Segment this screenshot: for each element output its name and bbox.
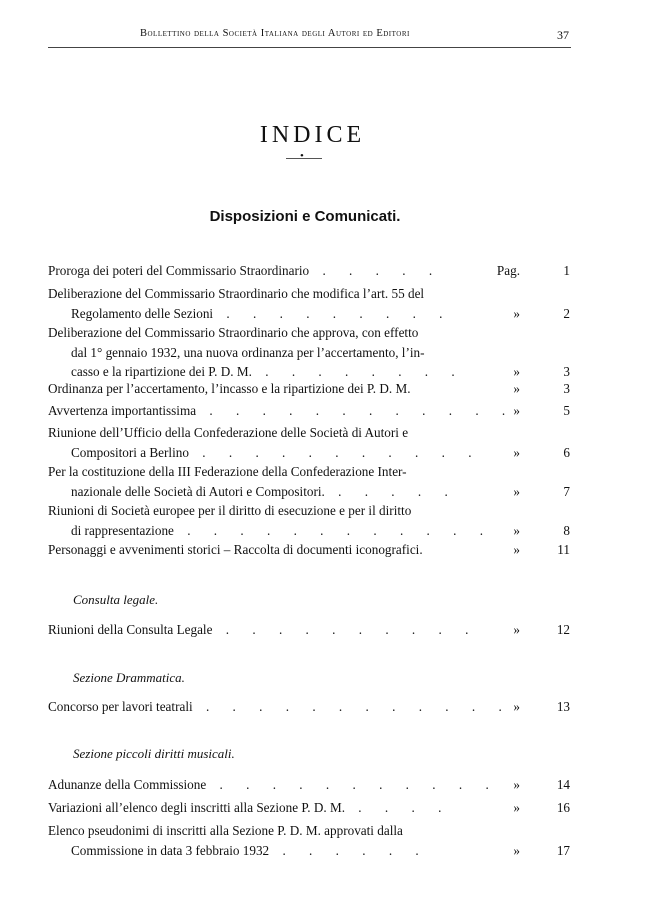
toc-entry[interactable]: Variazioni all’elenco degli inscritti alla Sezione P. D. M. . . . . » 16 — [48, 798, 570, 818]
page-num: 11 — [557, 542, 570, 557]
subsection-title: Sezione Drammatica. — [73, 670, 185, 685]
entry-text: dal 1° gennaio 1932, una nuova ordinanza per l’accertamento, l’in- — [71, 344, 425, 360]
page-title: INDICE — [259, 122, 366, 148]
running-head — [48, 28, 569, 44]
toc-entry[interactable]: Concorso per lavori teatrali . . . . . . . . . . . . » 13 — [48, 697, 570, 717]
entry-text: Riunione dell’Ufficio della Confederazione delle Società di Autori e — [48, 425, 409, 440]
entry-text: Deliberazione del Commissario Straordinario che approva, con effetto — [48, 325, 419, 340]
page-num: 3 — [563, 364, 570, 379]
entry-text: Regolamento delle Sezioni — [71, 305, 214, 321]
toc-entry[interactable]: Elenco pseudonimi di inscritti alla Sezione P. D. M. approvati dalla Commissione in data 3 febbraio 1932 . . . . . . » 17 — [48, 821, 570, 860]
entry-text: di rappresentazione — [71, 522, 174, 538]
page-ref: » — [513, 777, 520, 792]
page-num: 2 — [563, 305, 570, 321]
entry-text: Ordinanza per l’accertamento, l’incasso e la ripartizione dei P. D. M. — [48, 381, 411, 396]
toc-entry[interactable]: Proroga dei poteri del Commissario Straordinario . . . . . Pag. 1 — [48, 261, 570, 281]
page-ref: » — [513, 305, 520, 321]
toc-entry[interactable] — [48, 540, 570, 560]
entry-text: Concorso per lavori teatrali — [48, 699, 193, 714]
page-num: 16 — [556, 800, 570, 815]
toc-entry[interactable]: Deliberazione del Commissario Straordinario che approva, con effetto dal 1° gennaio 1932, una nuova ordinanza per l’accertamento, l’in- casso e la ripartizione dei P. D. M. . . . . . . . . » 3 — [48, 323, 570, 382]
page-num: 14 — [556, 777, 570, 792]
entry-text: Per la costituzione della III Federazione della Confederazione Inter- — [48, 464, 407, 479]
page-ref: » — [513, 403, 520, 418]
page-ref: Pag. — [496, 263, 520, 278]
toc-entry[interactable]: Riunione dell’Ufficio della Confederazione delle Società di Autori e Compositori a Berlino . . . . . . . . . . . » 6 — [48, 423, 570, 462]
title-ornament-rule — [286, 158, 322, 159]
page-num: 3 — [563, 381, 570, 396]
entry-text: Personaggi e avvenimenti storici – Raccolta di documenti iconografici. — [48, 542, 423, 557]
entry-text: casso e la ripartizione dei P. D. M. — [71, 364, 252, 379]
entry-text: Riunioni di Società europee per il diritto di esecuzione e per il diritto — [48, 503, 412, 518]
entry-text: Riunioni della Consulta Legale — [48, 622, 213, 637]
entry-text: Elenco pseudonimi di inscritti alla Sezione P. D. M. approvati dalla — [48, 823, 403, 838]
page-num: 6 — [563, 444, 570, 460]
entry-text: Deliberazione del Commissario Straordinario che modifica l’art. 55 del — [48, 286, 425, 301]
running-title: Bollettino della Società Italiana degli Autori ed Editori — [140, 28, 410, 39]
toc-entry[interactable] — [48, 379, 570, 399]
page-number: 37 — [557, 28, 569, 42]
page-num: 5 — [563, 403, 570, 418]
entry-text: Variazioni all’elenco degli inscritti alla Sezione P. D. M. — [48, 800, 345, 815]
header-rule — [48, 47, 571, 48]
page-num: 8 — [563, 522, 570, 538]
subsection-title: Consulta legale. — [73, 592, 159, 607]
entry-text: nazionale delle Società di Autori e Compositori. — [71, 483, 325, 499]
toc-entry[interactable]: Avvertenza importantissima . . . . . . . . . . . . » 5 — [48, 401, 570, 421]
page-num: 7 — [563, 483, 570, 499]
entry-text: Commissione in data 3 febbraio 1932 — [71, 842, 270, 858]
toc-entry[interactable]: Deliberazione del Commissario Straordinario che modifica l’art. 55 del Regolamento delle Sezioni . . . . . . . . . » 2 — [48, 284, 570, 323]
page-ref: » — [513, 542, 520, 557]
page-ref: » — [513, 522, 520, 538]
entry-text: Proroga dei poteri del Commissario Straordinario — [48, 263, 310, 278]
page-ref: » — [513, 483, 520, 499]
page-ref: » — [513, 842, 520, 858]
toc-entry[interactable]: Riunioni della Consulta Legale . . . . . . . . . . » 12 — [48, 620, 570, 640]
section-heading: Disposizioni e Comunicati. — [209, 208, 401, 225]
page-ref: » — [513, 699, 520, 714]
subsection-title: Sezione piccoli diritti musicali. — [73, 746, 235, 761]
entry-text: Adunanze della Commissione — [48, 777, 207, 792]
page-ref: » — [513, 444, 520, 460]
entry-text: Compositori a Berlino — [71, 444, 189, 460]
page-ref: » — [513, 800, 520, 815]
entry-text: Avvertenza importantissima — [48, 403, 197, 418]
page-num: 12 — [556, 622, 570, 637]
page-ref: » — [513, 364, 520, 379]
page-ref: » — [513, 381, 520, 396]
toc-entry[interactable]: Adunanze della Commissione . . . . . . . . . . . » 14 — [48, 775, 570, 795]
toc-entry[interactable]: Per la costituzione della III Federazione della Confederazione Inter- nazionale delle Società di Autori e Compositori. . . . . . » 7 — [48, 462, 570, 501]
page-num: 13 — [556, 699, 570, 714]
title-ornament-dot: • — [300, 150, 304, 162]
page-ref: » — [513, 622, 520, 637]
page-num: 17 — [556, 842, 570, 858]
toc-entry[interactable]: Riunioni di Società europee per il diritto di esecuzione e per il diritto di rappresentazione . . . . . . . . . . . . » 8 — [48, 501, 570, 540]
page-num: 1 — [563, 263, 570, 278]
